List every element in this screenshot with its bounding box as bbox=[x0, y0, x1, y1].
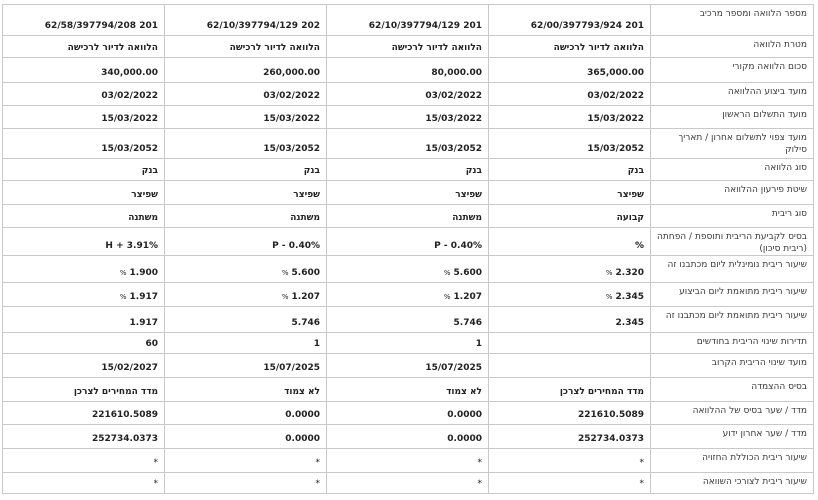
cell-loan-type-2 bbox=[327, 159, 489, 181]
cell-projected-total-rate-4 bbox=[3, 449, 165, 473]
cell-indexation-basis-2 bbox=[327, 378, 489, 402]
cell-value: שפיצר bbox=[293, 190, 320, 200]
row-label-text: בסיס לקביעת הריבית ותוספת / הפחתה (ריבית סיכון) bbox=[657, 232, 807, 254]
cell-first-payment-date-4 bbox=[3, 106, 165, 129]
cell-original-amount-4 bbox=[3, 58, 165, 83]
cell-value: 1.917 bbox=[129, 318, 158, 328]
cell-nominal-rate-1 bbox=[489, 256, 651, 283]
cell-adjusted-rate-execution-4 bbox=[3, 283, 165, 307]
cell-value: * bbox=[315, 458, 320, 468]
cell-value: 80,000.00 bbox=[431, 68, 482, 78]
cell-last-payment-date-4 bbox=[3, 129, 165, 159]
cell-original-amount-1 bbox=[489, 58, 651, 83]
cell-loan-type-4 bbox=[3, 159, 165, 181]
row-label-text: מדד / שער בסיס של ההלוואה bbox=[692, 406, 807, 416]
row-label-text: סכום הלוואה מקורי bbox=[732, 62, 807, 72]
cell-value: בנק bbox=[303, 166, 320, 176]
cell-indexation-basis-1 bbox=[489, 378, 651, 402]
cell-value: 62/00/397793/924 201 bbox=[530, 21, 644, 31]
cell-interest-type-1 bbox=[489, 205, 651, 228]
cell-interest-basis-4 bbox=[3, 228, 165, 256]
cell-value: 03/02/2022 bbox=[587, 91, 644, 101]
cell-adjusted-rate-current-4 bbox=[3, 307, 165, 333]
cell-value: 260,000.00 bbox=[263, 68, 320, 78]
cell-value: מדד המחירים לצרכן bbox=[73, 387, 158, 397]
cell-loan-number-3 bbox=[165, 5, 327, 36]
cell-value: 15/07/2025 bbox=[425, 363, 482, 373]
row-label bbox=[651, 36, 814, 58]
cell-projected-total-rate-2 bbox=[327, 449, 489, 473]
cell-repayment-method-2 bbox=[327, 181, 489, 205]
cell-last-known-index-1 bbox=[489, 425, 651, 449]
row-interest-type bbox=[3, 205, 814, 228]
cell-original-amount-3 bbox=[165, 58, 327, 83]
row-nominal-rate bbox=[3, 256, 814, 283]
cell-value: * bbox=[153, 479, 158, 489]
row-execution-date bbox=[3, 83, 814, 106]
cell-value: שפיצר bbox=[131, 190, 158, 200]
row-interest-basis bbox=[3, 228, 814, 256]
row-label bbox=[651, 425, 814, 449]
row-label bbox=[651, 159, 814, 181]
cell-value: 03/02/2022 bbox=[425, 91, 482, 101]
cell-base-index-3 bbox=[165, 402, 327, 425]
cell-value: 62/10/397794/129 202 bbox=[206, 21, 320, 31]
row-label-text: סוג הלוואה bbox=[764, 163, 807, 173]
cell-last-payment-date-1 bbox=[489, 129, 651, 159]
row-label bbox=[651, 473, 814, 494]
cell-loan-number-4 bbox=[3, 5, 165, 36]
row-label bbox=[651, 83, 814, 106]
cell-value: הלוואה לדיור לרכישה bbox=[229, 43, 320, 53]
cell-value: * bbox=[639, 458, 644, 468]
row-label bbox=[651, 449, 814, 473]
cell-value: 15/03/2022 bbox=[101, 114, 158, 124]
row-adjusted-rate-current bbox=[3, 307, 814, 333]
cell-value: 1.917 bbox=[129, 292, 158, 302]
cell-next-rate-change-1 bbox=[489, 354, 651, 378]
cell-nominal-rate-4 bbox=[3, 256, 165, 283]
cell-value: * bbox=[477, 458, 482, 468]
cell-value: לא צמוד bbox=[446, 387, 482, 397]
row-label bbox=[651, 354, 814, 378]
cell-value: 0.0000 bbox=[447, 410, 482, 420]
cell-value: * bbox=[477, 479, 482, 489]
row-label-text: בסיס ההצמדה bbox=[751, 382, 807, 392]
cell-loan-purpose-2 bbox=[327, 36, 489, 58]
row-last-payment-date bbox=[3, 129, 814, 159]
row-label bbox=[651, 283, 814, 307]
cell-adjusted-rate-current-1 bbox=[489, 307, 651, 333]
cell-value: משתנה bbox=[452, 213, 482, 223]
row-label-text: מועד התשלום הראשון bbox=[722, 110, 807, 120]
cell-execution-date-1 bbox=[489, 83, 651, 106]
cell-first-payment-date-1 bbox=[489, 106, 651, 129]
cell-repayment-method-1 bbox=[489, 181, 651, 205]
cell-interest-basis-3 bbox=[165, 228, 327, 256]
row-label-text: מועד שינוי הריבית הקרוב bbox=[711, 358, 807, 368]
row-first-payment-date bbox=[3, 106, 814, 129]
cell-value: בנק bbox=[465, 166, 482, 176]
row-original-amount bbox=[3, 58, 814, 83]
row-base-index bbox=[3, 402, 814, 425]
cell-loan-type-3 bbox=[165, 159, 327, 181]
cell-base-index-2 bbox=[327, 402, 489, 425]
row-loan-number bbox=[3, 5, 814, 36]
cell-interest-type-4 bbox=[3, 205, 165, 228]
cell-interest-basis-2 bbox=[327, 228, 489, 256]
percent-sign: % bbox=[605, 269, 613, 277]
row-label-text: שיטת פירעון ההלוואה bbox=[724, 185, 807, 195]
row-adjusted-rate-execution bbox=[3, 283, 814, 307]
cell-interest-basis-1 bbox=[489, 228, 651, 256]
cell-rate-change-frequency-2 bbox=[327, 333, 489, 354]
percent-sign: % bbox=[281, 293, 289, 301]
cell-value: 15/03/2052 bbox=[587, 144, 644, 154]
row-last-known-index bbox=[3, 425, 814, 449]
row-label bbox=[651, 256, 814, 283]
cell-value: % bbox=[634, 241, 644, 251]
cell-last-known-index-2 bbox=[327, 425, 489, 449]
cell-execution-date-3 bbox=[165, 83, 327, 106]
cell-loan-number-2 bbox=[327, 5, 489, 36]
cell-value: 15/03/2052 bbox=[425, 144, 482, 154]
cell-comparison-rate-2 bbox=[327, 473, 489, 494]
cell-value: 15/03/2022 bbox=[587, 114, 644, 124]
percent-sign: % bbox=[443, 293, 451, 301]
row-loan-purpose bbox=[3, 36, 814, 58]
cell-last-payment-date-2 bbox=[327, 129, 489, 159]
cell-projected-total-rate-3 bbox=[165, 449, 327, 473]
row-label bbox=[651, 402, 814, 425]
row-label-text: מדד / שער אחרון ידוע bbox=[722, 429, 807, 439]
cell-value: 1 bbox=[313, 339, 320, 349]
cell-value: 5.600 bbox=[291, 268, 320, 278]
cell-value: שפיצר bbox=[455, 190, 482, 200]
row-label-text: תדירות שינוי הריבית בחודשים bbox=[696, 337, 807, 347]
row-indexation-basis bbox=[3, 378, 814, 402]
cell-next-rate-change-2 bbox=[327, 354, 489, 378]
cell-value: 0.0000 bbox=[285, 434, 320, 444]
cell-loan-purpose-3 bbox=[165, 36, 327, 58]
cell-last-payment-date-3 bbox=[165, 129, 327, 159]
row-comparison-rate bbox=[3, 473, 814, 494]
cell-comparison-rate-3 bbox=[165, 473, 327, 494]
cell-rate-change-frequency-1 bbox=[489, 333, 651, 354]
cell-value: 03/02/2022 bbox=[263, 91, 320, 101]
cell-value: מדד המחירים לצרכן bbox=[559, 387, 644, 397]
cell-value: 252734.0373 bbox=[577, 434, 644, 444]
cell-value: 5.746 bbox=[453, 318, 482, 328]
cell-adjusted-rate-current-3 bbox=[165, 307, 327, 333]
row-rate-change-frequency bbox=[3, 333, 814, 354]
loan-details-table bbox=[2, 4, 814, 494]
cell-value: P - 0.40% bbox=[434, 241, 482, 251]
row-label-text: מספר הלוואה ומספר מרכיב bbox=[699, 9, 807, 19]
cell-value: 1.900 bbox=[129, 268, 158, 278]
cell-adjusted-rate-current-2 bbox=[327, 307, 489, 333]
row-label-text: סוג ריבית bbox=[771, 209, 807, 219]
cell-value: 15/03/2022 bbox=[425, 114, 482, 124]
row-label bbox=[651, 106, 814, 129]
cell-value: 15/03/2052 bbox=[101, 144, 158, 154]
cell-rate-change-frequency-3 bbox=[165, 333, 327, 354]
cell-value: H + 3.91% bbox=[105, 241, 158, 251]
cell-value: * bbox=[153, 458, 158, 468]
cell-value: 62/10/397794/129 201 bbox=[368, 21, 482, 31]
cell-value: 2.320 bbox=[615, 268, 644, 278]
row-label-text: מועד צפוי לתשלום אחרון / תאריך סילוק bbox=[678, 133, 807, 155]
cell-value: הלוואה לדיור לרכישה bbox=[553, 43, 644, 53]
cell-loan-number-1 bbox=[489, 5, 651, 36]
cell-value: * bbox=[315, 479, 320, 489]
cell-last-known-index-4 bbox=[3, 425, 165, 449]
cell-indexation-basis-4 bbox=[3, 378, 165, 402]
row-label bbox=[651, 333, 814, 354]
cell-value: 60 bbox=[145, 339, 158, 349]
row-label bbox=[651, 129, 814, 159]
percent-sign: % bbox=[119, 293, 127, 301]
cell-base-index-4 bbox=[3, 402, 165, 425]
cell-nominal-rate-3 bbox=[165, 256, 327, 283]
cell-adjusted-rate-execution-2 bbox=[327, 283, 489, 307]
cell-adjusted-rate-execution-3 bbox=[165, 283, 327, 307]
cell-value: קבועה bbox=[616, 213, 644, 223]
cell-value: 15/07/2025 bbox=[263, 363, 320, 373]
cell-interest-type-2 bbox=[327, 205, 489, 228]
cell-value: 15/03/2022 bbox=[263, 114, 320, 124]
cell-last-known-index-3 bbox=[165, 425, 327, 449]
cell-value: לא צמוד bbox=[284, 387, 320, 397]
cell-comparison-rate-1 bbox=[489, 473, 651, 494]
row-label-text: מועד ביצוע ההלוואה bbox=[727, 87, 807, 97]
cell-value: שפיצר bbox=[617, 190, 644, 200]
row-label bbox=[651, 307, 814, 333]
row-label-text: מטרת הלוואה bbox=[753, 40, 807, 50]
cell-value: 03/02/2022 bbox=[101, 91, 158, 101]
row-label bbox=[651, 378, 814, 402]
cell-value: 340,000.00 bbox=[101, 68, 158, 78]
cell-value: 5.746 bbox=[291, 318, 320, 328]
cell-loan-purpose-1 bbox=[489, 36, 651, 58]
cell-first-payment-date-3 bbox=[165, 106, 327, 129]
cell-value: 15/02/2027 bbox=[101, 363, 158, 373]
cell-base-index-1 bbox=[489, 402, 651, 425]
row-label-text: שיעור ריבית נומינלית ליום מכתבנו זה bbox=[667, 260, 807, 270]
percent-sign: % bbox=[443, 269, 451, 277]
row-next-rate-change bbox=[3, 354, 814, 378]
row-label-text: שיעור ריבית מתואמת ליום מכתבנו זה bbox=[665, 311, 807, 321]
cell-value: 2.345 bbox=[615, 318, 644, 328]
cell-value: 2.345 bbox=[615, 292, 644, 302]
cell-original-amount-2 bbox=[327, 58, 489, 83]
cell-comparison-rate-4 bbox=[3, 473, 165, 494]
cell-indexation-basis-3 bbox=[165, 378, 327, 402]
cell-value: משתנה bbox=[128, 213, 158, 223]
row-label bbox=[651, 58, 814, 83]
cell-value: משתנה bbox=[290, 213, 320, 223]
cell-next-rate-change-3 bbox=[165, 354, 327, 378]
cell-value: P - 0.40% bbox=[272, 241, 320, 251]
cell-repayment-method-4 bbox=[3, 181, 165, 205]
cell-value: 1.207 bbox=[453, 292, 482, 302]
row-label-text: שיעור ריבית מתואמת ליום הביצוע bbox=[679, 287, 807, 297]
row-projected-total-rate bbox=[3, 449, 814, 473]
cell-value: הלוואה לדיור לרכישה bbox=[67, 43, 158, 53]
cell-value: 365,000.00 bbox=[587, 68, 644, 78]
cell-value: 0.0000 bbox=[285, 410, 320, 420]
row-label-text: שיעור ריבית הכוללת החזויה bbox=[702, 453, 807, 463]
cell-value: 62/58/397794/208 201 bbox=[44, 21, 158, 31]
row-label-text: שיעור ריבית לצורכי השוואה bbox=[702, 477, 807, 487]
row-label bbox=[651, 5, 814, 36]
cell-value: 15/03/2052 bbox=[263, 144, 320, 154]
cell-value: * bbox=[639, 479, 644, 489]
cell-value: הלוואה לדיור לרכישה bbox=[391, 43, 482, 53]
cell-execution-date-4 bbox=[3, 83, 165, 106]
percent-sign: % bbox=[605, 293, 613, 301]
cell-value: 5.600 bbox=[453, 268, 482, 278]
cell-value: 221610.5089 bbox=[91, 410, 158, 420]
cell-rate-change-frequency-4 bbox=[3, 333, 165, 354]
percent-sign: % bbox=[281, 269, 289, 277]
percent-sign: % bbox=[119, 269, 127, 277]
cell-value: 1.207 bbox=[291, 292, 320, 302]
cell-repayment-method-3 bbox=[165, 181, 327, 205]
cell-value: 0.0000 bbox=[447, 434, 482, 444]
row-repayment-method bbox=[3, 181, 814, 205]
row-label bbox=[651, 228, 814, 256]
cell-adjusted-rate-execution-1 bbox=[489, 283, 651, 307]
cell-value: 1 bbox=[475, 339, 482, 349]
cell-value: בנק bbox=[141, 166, 158, 176]
cell-value: 221610.5089 bbox=[577, 410, 644, 420]
cell-loan-type-1 bbox=[489, 159, 651, 181]
row-label bbox=[651, 205, 814, 228]
cell-value: בנק bbox=[627, 166, 644, 176]
cell-execution-date-2 bbox=[327, 83, 489, 106]
cell-nominal-rate-2 bbox=[327, 256, 489, 283]
cell-projected-total-rate-1 bbox=[489, 449, 651, 473]
cell-next-rate-change-4 bbox=[3, 354, 165, 378]
cell-value: 252734.0373 bbox=[91, 434, 158, 444]
row-loan-type bbox=[3, 159, 814, 181]
row-label bbox=[651, 181, 814, 205]
cell-loan-purpose-4 bbox=[3, 36, 165, 58]
cell-first-payment-date-2 bbox=[327, 106, 489, 129]
cell-interest-type-3 bbox=[165, 205, 327, 228]
